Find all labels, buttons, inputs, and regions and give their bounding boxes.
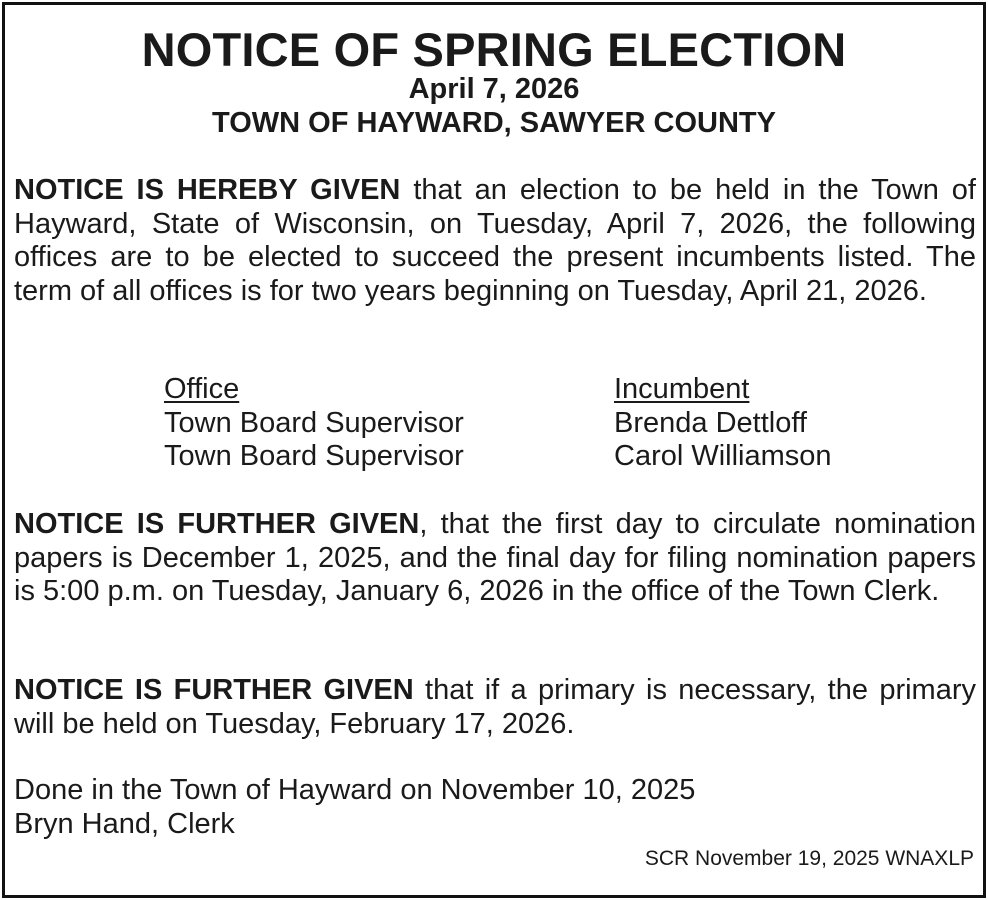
hereby-given-paragraph <box>14 174 976 308</box>
notice-title: NOTICE OF SPRING ELECTION <box>141 23 847 76</box>
incumbent-row-1: Brenda Dettloff <box>614 406 807 439</box>
incumbent-header: Incumbent <box>614 373 750 405</box>
nomination-body: , that the first day to circulate nomination papers is December 1, 2025, and the final day for filing nomination papers is 5:00 p.m. on Tuesday, January 6, 2026 in the office of the Town Clerk. <box>14 508 976 607</box>
incumbent-column <box>614 373 832 474</box>
primary-body: that if a primary is necessary, the primary will be held on Tuesday, February 17, 2026. <box>14 674 976 740</box>
office-row-2: Town Board Supervisor <box>164 440 464 472</box>
legal-notice-box <box>2 2 986 898</box>
nomination-paragraph <box>14 508 976 609</box>
office-header: Office <box>164 373 240 405</box>
nomination-lead: NOTICE IS FURTHER GIVEN <box>14 508 420 540</box>
office-column <box>164 373 464 474</box>
office-row-1: Town Board Supervisor <box>164 406 464 439</box>
election-date: April 7, 2026 <box>408 73 580 105</box>
primary-lead: NOTICE IS FURTHER GIVEN <box>14 674 414 706</box>
hereby-given-lead: NOTICE IS HEREBY GIVEN <box>14 174 401 206</box>
done-line: Done in the Town of Hayward on November 10, 2025 <box>14 774 696 806</box>
hereby-given-body: that an election to be held in the Town of Hayward, State of Wisconsin, on Tuesday, April 7, 2026, the following offices are to be elected to succeed the present incumbents listed. The term of all offices is for two years beginning on Tuesday, April 21, 2026. <box>14 174 976 307</box>
primary-paragraph <box>14 674 976 741</box>
incumbent-row-2: Carol Williamson <box>614 440 832 472</box>
clerk-signature: Bryn Hand, Clerk <box>14 808 235 840</box>
publication-footer: SCR November 19, 2025 WNAXLP <box>644 847 974 870</box>
municipality-heading: TOWN OF HAYWARD, SAWYER COUNTY <box>212 107 776 139</box>
